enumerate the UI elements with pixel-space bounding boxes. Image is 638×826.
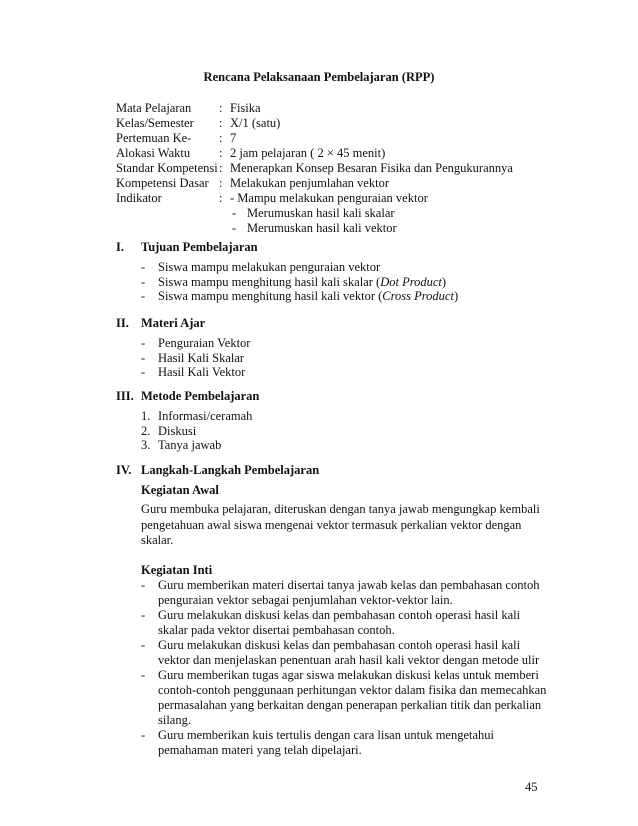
- step-text: Guru melakukan diskusi kelas dan pembahasan contoh operasi hasil kali vektor dan menjelaskan penentuan arah hasil kali vektor dengan metode ulir: [158, 637, 540, 667]
- dash-marker: -: [141, 365, 146, 379]
- meta-row: [116, 146, 556, 161]
- list-item-text: Hasil Kali Skalar: [158, 350, 245, 365]
- kegiatan-awal-text: Guru membuka pelajaran, diteruskan dengan tanya jawab mengungkap kembali pengetahuan awal siswa mengenai vektor termasuk perkalian vektor dengan skalar.: [141, 502, 540, 547]
- method-list: [141, 409, 556, 453]
- dash-marker: -: [141, 260, 146, 274]
- step-item: [141, 608, 556, 638]
- meta-value: Menerapkan Konsep Besaran Fisika dan Pengukurannya: [230, 161, 513, 175]
- step-text: Guru memberikan kuis tertulis dengan cara lisan untuk mengetahui pemahaman materi yang telah dipelajari.: [158, 727, 495, 757]
- meta-separator: :: [219, 101, 223, 115]
- indikator-item: [116, 221, 556, 236]
- meta-row: [116, 191, 556, 206]
- meta-label: Indikator: [116, 191, 162, 205]
- list-item: [141, 260, 556, 275]
- list-item-text: Siswa mampu menghitung hasil kali vektor (Cross Product): [158, 289, 459, 303]
- meta-block: [116, 101, 556, 236]
- dash-marker: -: [232, 206, 237, 220]
- meta-row: [116, 161, 556, 176]
- step-item: [141, 728, 556, 758]
- list-item-text: Siswa mampu melakukan penguraian vektor: [158, 260, 381, 274]
- meta-value: - Mampu melakukan penguraian vektor: [230, 191, 428, 205]
- meta-separator: :: [219, 116, 223, 130]
- list-item-text: Tanya jawab: [158, 438, 222, 452]
- section-materi: [116, 315, 556, 380]
- page-title: Rencana Pelaksanaan Pembelajaran (RPP): [203, 70, 435, 84]
- dash-marker: -: [141, 336, 146, 350]
- subheading-kegiatan-inti: Kegiatan Inti: [141, 562, 213, 577]
- dash-marker: -: [141, 350, 146, 365]
- meta-row: [116, 131, 556, 146]
- material-list: [141, 336, 556, 380]
- meta-row: [116, 101, 556, 116]
- list-item: [141, 336, 556, 351]
- subheading-kegiatan-awal: Kegiatan Awal: [141, 483, 219, 497]
- objective-list: [141, 260, 556, 304]
- section-title: Tujuan Pembelajaran: [141, 240, 258, 254]
- section-title: Materi Ajar: [141, 316, 206, 330]
- section-heading: [116, 462, 556, 478]
- section-heading: [116, 388, 556, 404]
- meta-label: Mata Pelajaran: [116, 101, 192, 115]
- section-langkah: [116, 462, 556, 758]
- step-text: Guru memberikan materi disertai tanya jawab kelas dan pembahasan contoh penguraian vektor sebagai penjumlahan vektor-vektor lain.: [158, 577, 540, 607]
- dash-marker: -: [232, 221, 237, 235]
- dash-marker: -: [141, 727, 146, 742]
- meta-label: Kelas/Semester: [116, 116, 194, 130]
- step-text: Guru melakukan diskusi kelas dan pembahasan contoh operasi hasil kali skalar pada vektor disertai pembahasan contoh.: [158, 607, 521, 637]
- meta-separator: :: [219, 191, 223, 205]
- list-item: [141, 424, 556, 439]
- indikator-text: Merumuskan hasil kali vektor: [247, 221, 397, 235]
- list-item-text: Penguraian Vektor: [158, 336, 251, 350]
- section-tujuan: [116, 239, 556, 304]
- list-item: [141, 365, 556, 380]
- list-item-text: Diskusi: [158, 423, 197, 438]
- meta-value: Melakukan penjumlahan vektor: [230, 176, 389, 190]
- section-heading: [116, 315, 556, 331]
- list-item-text: Hasil Kali Vektor: [158, 365, 246, 379]
- list-item-text: Siswa mampu menghitung hasil kali skalar (Dot Product): [158, 274, 447, 289]
- step-item: [141, 638, 556, 668]
- meta-separator: :: [219, 131, 223, 145]
- step-text: Guru memberikan tugas agar siswa melakukan diskusi kelas untuk memberi contoh-contoh penggunaan perhitungan vektor dalam fisika dan memecahkan permasalahan yang berkaitan dengan penerapan perkalian titik dan perkalian silang.: [158, 667, 547, 727]
- meta-value: 2 jam pelajaran ( 2 × 45 menit): [230, 146, 386, 160]
- dash-marker: -: [141, 577, 146, 592]
- meta-separator: :: [219, 176, 223, 190]
- section-metode: [116, 388, 556, 453]
- section-title: Langkah-Langkah Pembelajaran: [141, 463, 320, 477]
- list-item: [141, 409, 556, 424]
- step-item: [141, 668, 556, 728]
- indikator-text: Merumuskan hasil kali skalar: [247, 206, 395, 220]
- dash-marker: -: [141, 607, 146, 622]
- meta-value: 7: [230, 131, 237, 145]
- step-item: [141, 578, 556, 608]
- meta-row: [116, 116, 556, 131]
- page-number: 45: [525, 780, 538, 794]
- dash-marker: -: [141, 289, 146, 303]
- meta-label: Alokasi Waktu: [116, 146, 191, 160]
- meta-value: Fisika: [230, 101, 261, 115]
- dash-marker: -: [141, 667, 146, 682]
- section-title: Metode Pembelajaran: [141, 389, 260, 403]
- meta-label: Pertemuan Ke-: [116, 131, 192, 145]
- number-marker: 2.: [141, 423, 151, 438]
- dash-marker: -: [141, 637, 146, 652]
- meta-label: Standar Kompetensi: [116, 161, 218, 175]
- section-number: IV.: [116, 463, 132, 477]
- dash-marker: -: [141, 274, 146, 289]
- section-number: II.: [116, 316, 129, 330]
- meta-separator: :: [219, 161, 223, 175]
- number-marker: 1.: [141, 409, 151, 423]
- section-heading: [116, 239, 556, 255]
- number-marker: 3.: [141, 438, 151, 452]
- indikator-item: [116, 206, 556, 221]
- meta-value: X/1 (satu): [230, 116, 281, 130]
- section-number: III.: [116, 389, 134, 403]
- list-item: [141, 438, 556, 453]
- meta-separator: :: [219, 146, 223, 160]
- section-number: I.: [116, 240, 124, 254]
- meta-row: [116, 176, 556, 191]
- list-item: [141, 351, 556, 366]
- list-item-text: Informasi/ceramah: [158, 409, 253, 423]
- list-item: [141, 275, 556, 290]
- list-item: [141, 289, 556, 304]
- meta-label: Kompetensi Dasar: [116, 176, 209, 190]
